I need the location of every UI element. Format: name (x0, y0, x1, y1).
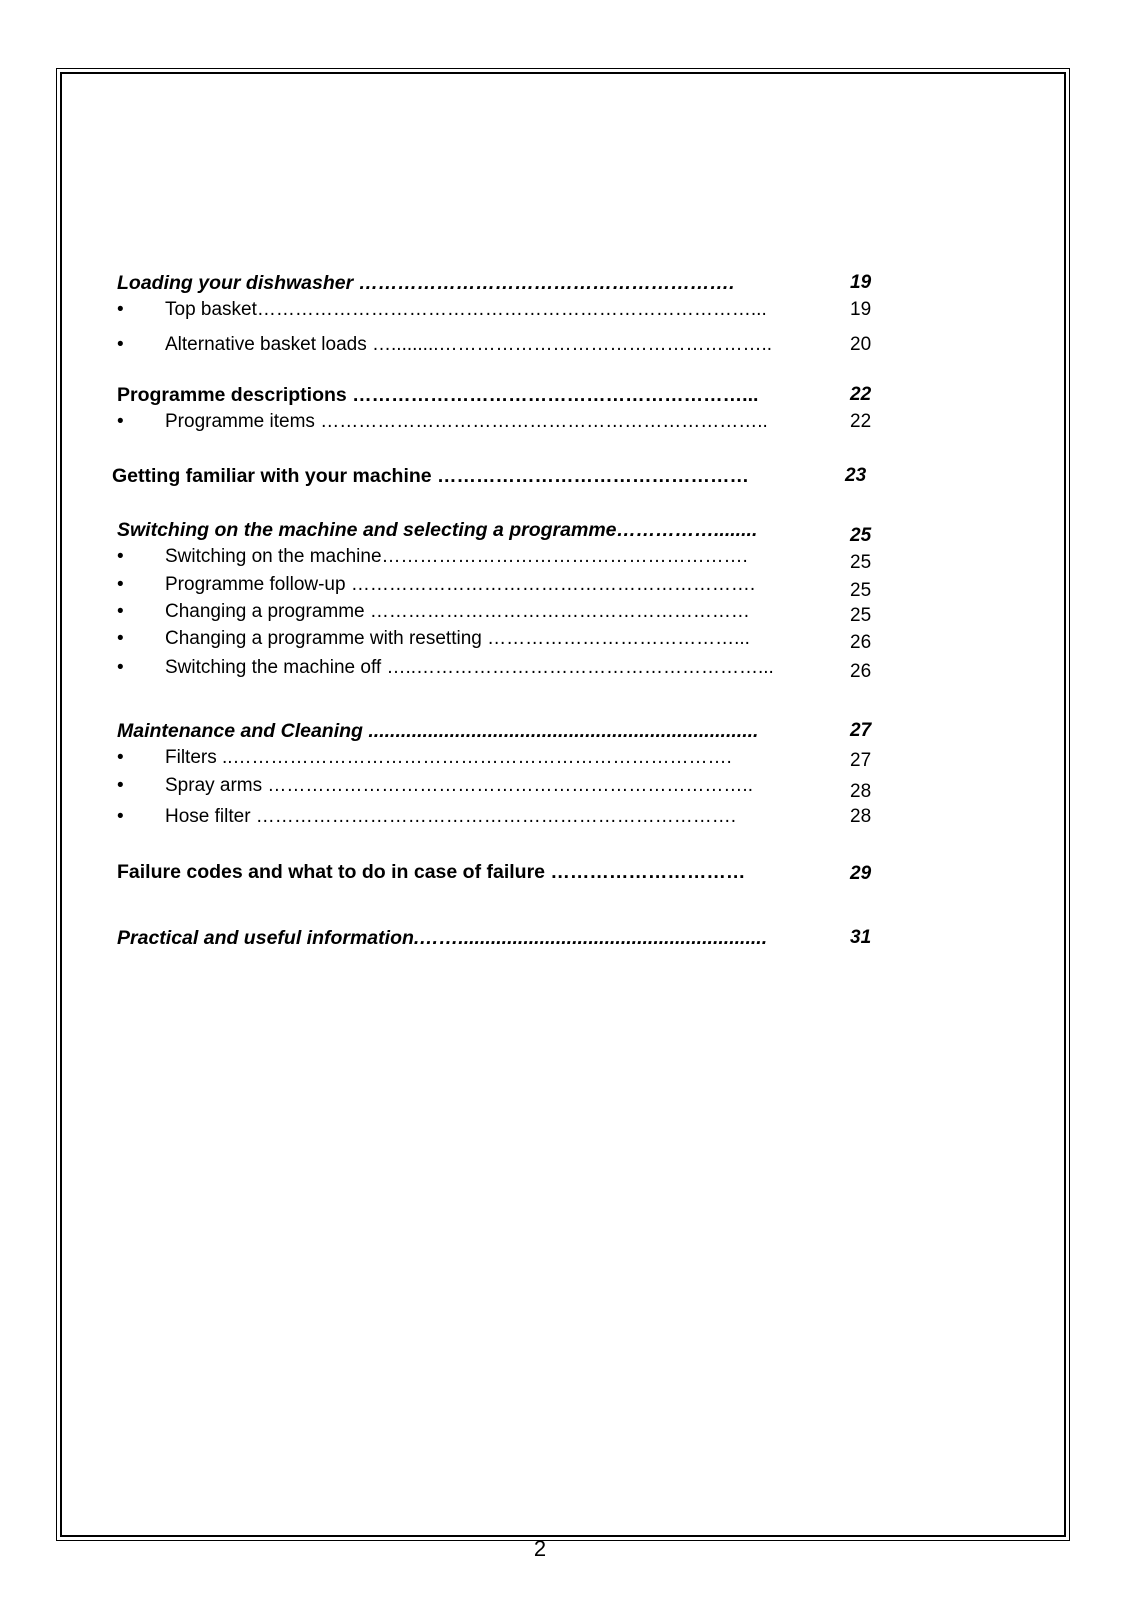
toc-entry-title: Top basket……………………………………………………………………... (165, 299, 767, 320)
toc-entry-page: 31 (850, 927, 872, 948)
toc-entry-title: Filters ..……………………………………………………………………. (165, 747, 732, 768)
toc-entry-title: Changing a programme with resetting …………………………………... (165, 628, 750, 649)
toc-entry-title: Alternative basket loads ….........…………………………………………….. (165, 334, 773, 355)
bullet-icon: • (117, 806, 124, 827)
toc-entry-title: Failure codes and what to do in case of failure ………………………… (117, 861, 746, 883)
toc-entry-changing-programme[interactable] (0, 599, 1130, 625)
toc-entry-loading[interactable] (0, 270, 1130, 296)
bullet-icon: • (117, 657, 124, 678)
toc-entry-practical-info[interactable] (0, 925, 1130, 951)
toc-entry-switching-on-machine[interactable] (0, 544, 1130, 573)
toc-entry-page: 19 (850, 299, 872, 320)
toc-entry-page: 19 (850, 272, 872, 293)
toc-entry-programme-items[interactable] (0, 409, 1130, 435)
toc-entry-changing-programme-resetting[interactable] (0, 626, 1130, 652)
page-number: 2 (533, 1536, 547, 1561)
toc-entry-title: Practical and useful information.……......................................................... (117, 927, 768, 949)
toc-entry-title: Loading your dishwasher …………………………………………………. (117, 272, 735, 294)
toc-entry-title: Switching on the machine and selecting a programme……………........ (117, 519, 758, 541)
bullet-icon: • (117, 546, 124, 567)
toc-entry-page: 25 (850, 580, 872, 601)
toc-entry-page: 26 (850, 661, 872, 682)
toc-entry-switching-off[interactable] (0, 655, 1130, 681)
bullet-icon: • (117, 574, 124, 595)
bullet-icon: • (117, 747, 124, 768)
toc-entry-hose-filter[interactable] (0, 804, 1130, 830)
bullet-icon: • (117, 601, 124, 622)
toc-entry-maintenance[interactable] (0, 718, 1130, 744)
toc-entry-page: 29 (850, 863, 872, 884)
toc-entry-page: 22 (850, 384, 872, 405)
bullet-icon: • (117, 628, 124, 649)
toc-entry-top-basket[interactable] (0, 297, 1130, 323)
toc-entry-title: Maintenance and Cleaning ........................................................................ (117, 720, 759, 742)
toc-entry-getting-familiar[interactable] (0, 463, 1130, 489)
toc-entry-title: Switching the machine off …..………………………………………………... (165, 657, 774, 678)
toc-entry-page: 23 (845, 465, 867, 486)
toc-entry-failure-codes[interactable] (0, 859, 1130, 885)
toc-entry-page: 28 (850, 781, 872, 802)
toc-entry-page: 26 (850, 632, 872, 653)
toc-entry-alternative-basket[interactable] (0, 332, 1130, 358)
toc-entry-page: 20 (850, 334, 872, 355)
toc-entry-title: Programme descriptions ……………………………………………………... (117, 384, 759, 406)
toc-entry-title: Spray arms ………………………………………………………………….. (165, 775, 753, 796)
toc-entry-switching-on[interactable] (0, 517, 1130, 546)
toc-entry-page: 22 (850, 411, 872, 432)
toc-entry-programme-follow-up[interactable] (0, 572, 1130, 601)
toc-entry-filters[interactable] (0, 745, 1130, 771)
toc-entry-page: 27 (850, 750, 872, 771)
toc-entry-title: Switching on the machine…………………………………………………. (165, 546, 748, 567)
toc-entry-title: Getting familiar with your machine ………………………………………… (112, 465, 750, 487)
bullet-icon: • (117, 411, 124, 432)
bullet-icon: • (117, 334, 124, 355)
toc-entry-spray-arms[interactable] (0, 773, 1130, 802)
toc-entry-title: Hose filter …………………………………………………………………. (165, 806, 737, 827)
toc-entry-programme-descriptions[interactable] (0, 382, 1130, 408)
toc-entry-page: 25 (850, 525, 872, 546)
toc-entry-page: 28 (850, 806, 872, 827)
bullet-icon: • (117, 299, 124, 320)
toc-entry-title: Programme follow-up ………………………………………………………. (165, 574, 756, 595)
toc-entry-title: Changing a programme …………………………………………………… (165, 601, 750, 622)
toc-entry-page: 25 (850, 605, 872, 626)
bullet-icon: • (117, 775, 124, 796)
toc-entry-title: Programme items …………………………………………………………….. (165, 411, 768, 432)
toc-entry-page: 25 (850, 552, 872, 573)
toc-entry-page: 27 (850, 720, 872, 741)
